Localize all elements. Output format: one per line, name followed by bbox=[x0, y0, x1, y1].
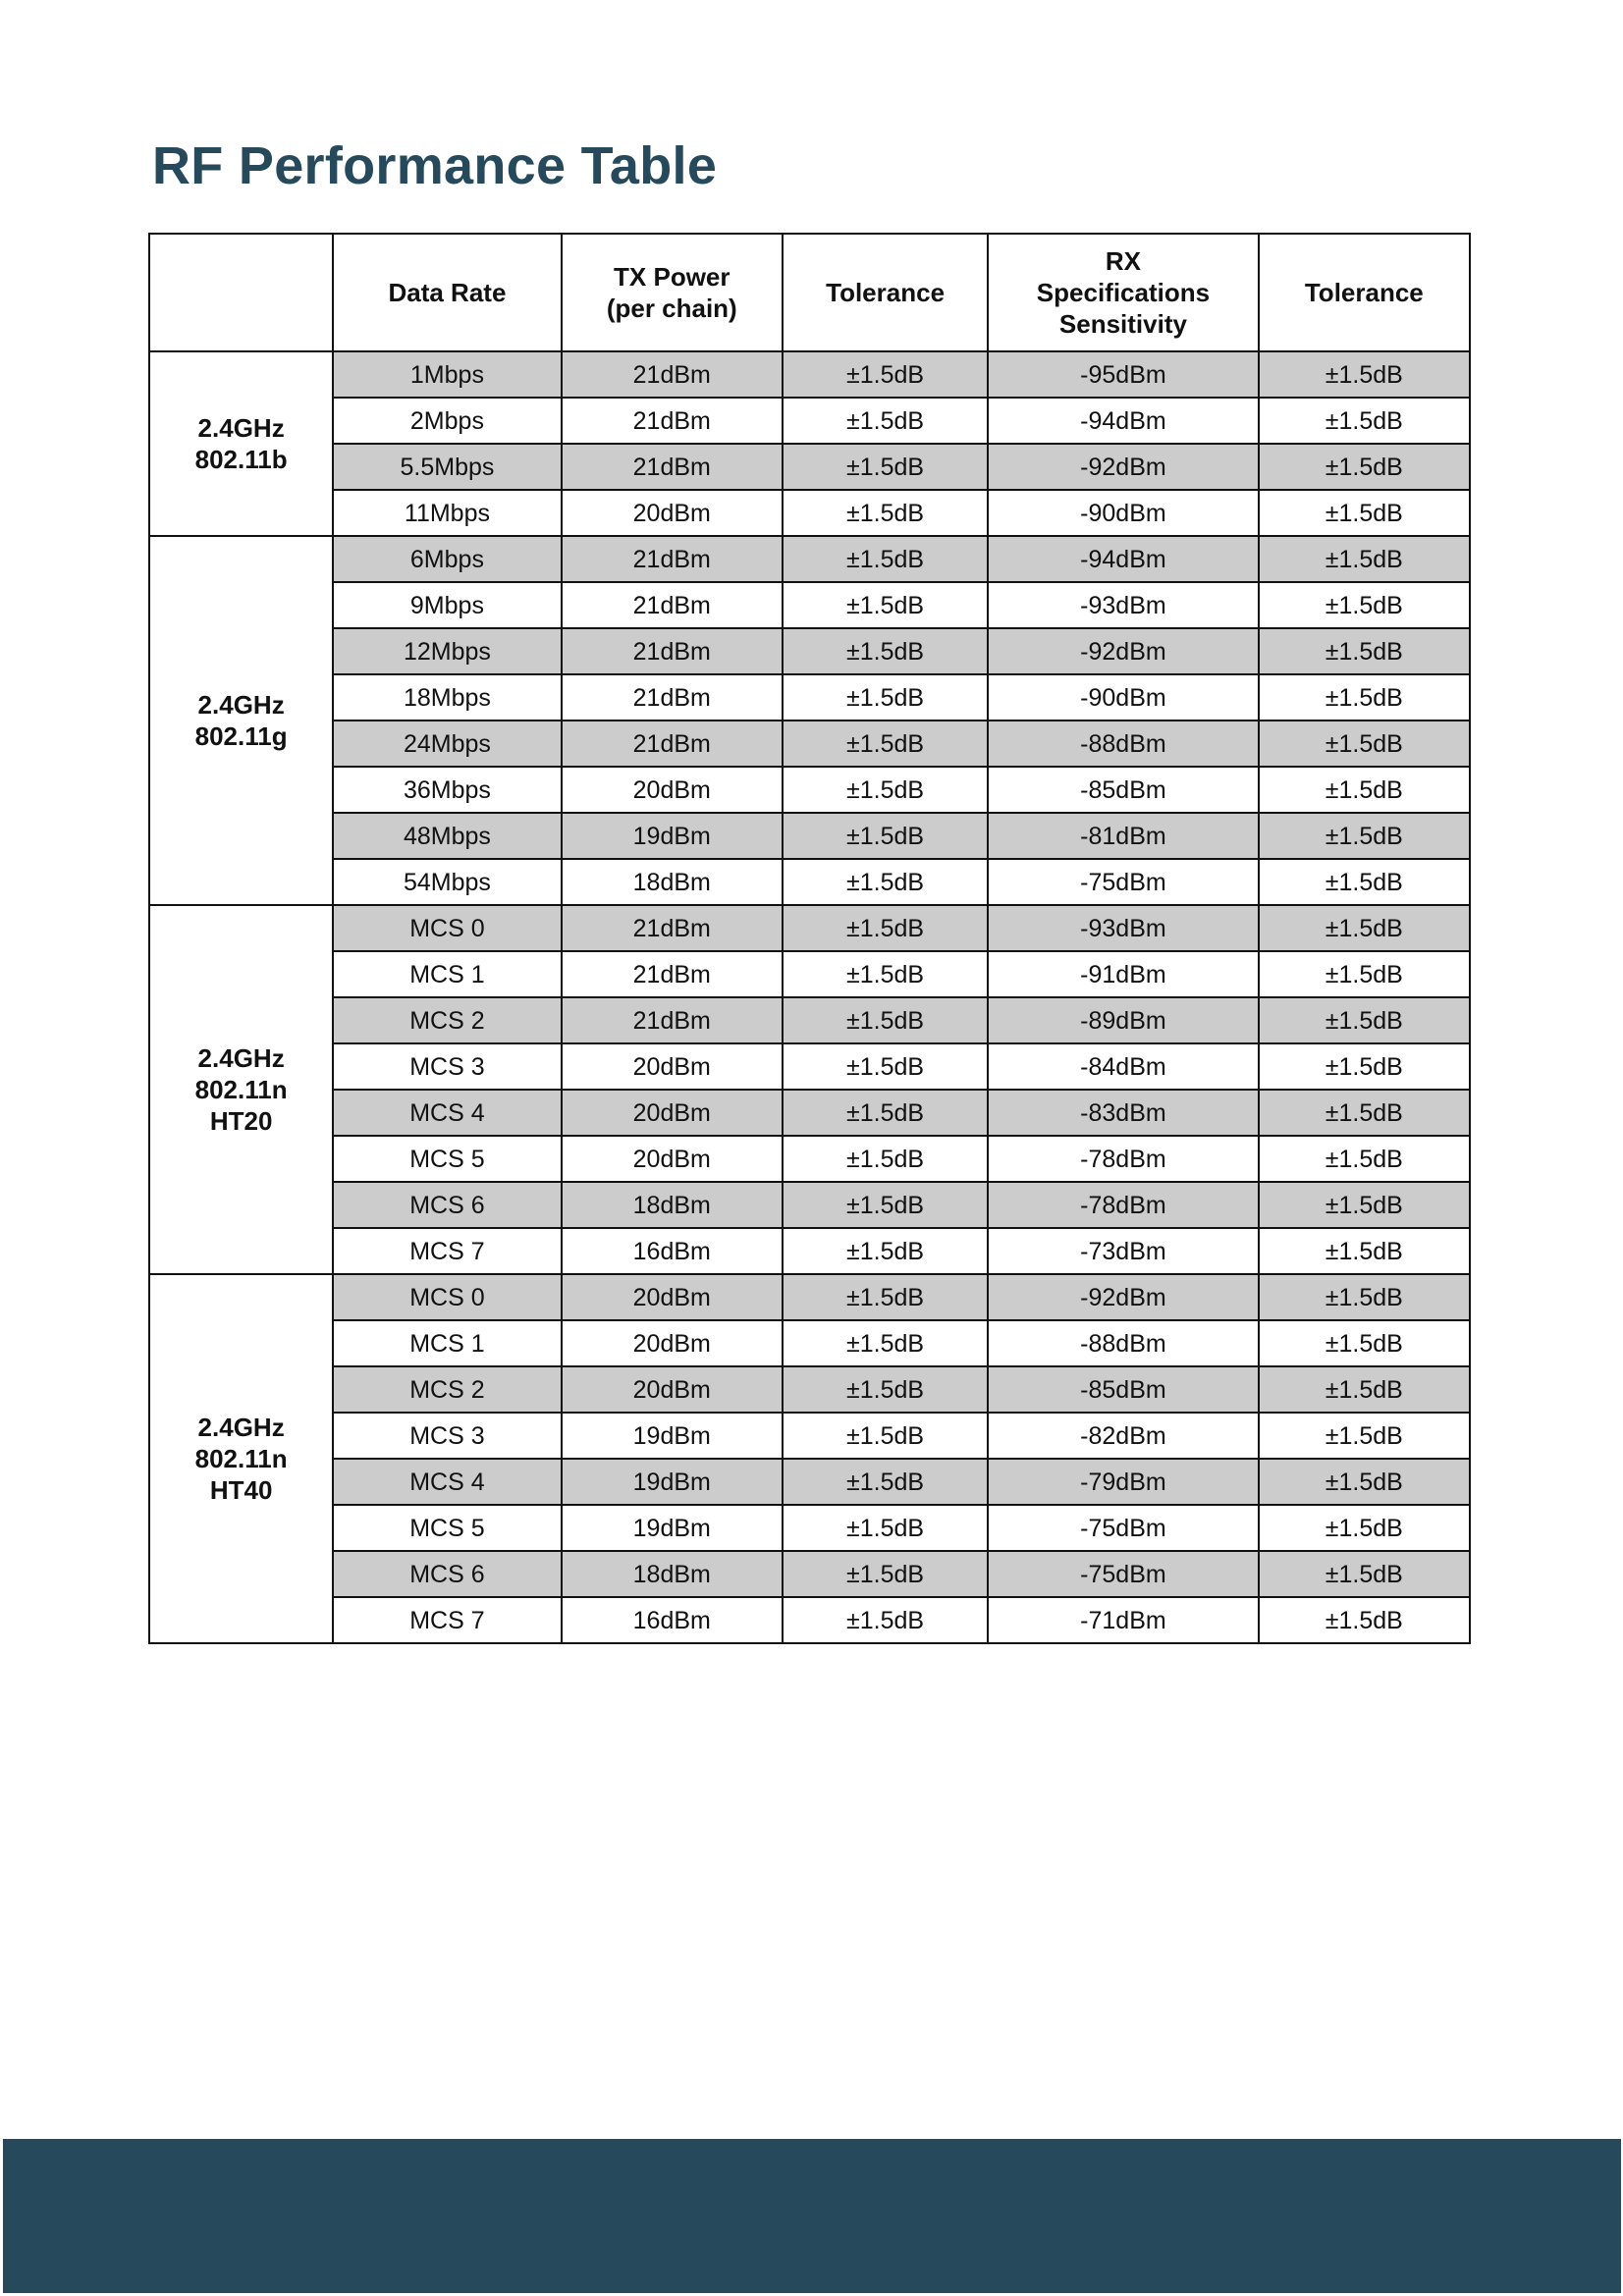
rx-sensitivity-cell: -79dBm bbox=[988, 1459, 1258, 1505]
rx-tolerance-cell: ±1.5dB bbox=[1259, 628, 1470, 674]
table-row bbox=[149, 444, 1470, 490]
rx-tolerance-cell: ±1.5dB bbox=[1259, 1459, 1470, 1505]
data-rate-cell: 24Mbps bbox=[333, 721, 561, 767]
data-rate-cell: MCS 4 bbox=[333, 1459, 561, 1505]
tx-power-cell: 16dBm bbox=[562, 1597, 783, 1643]
tx-tolerance-cell: ±1.5dB bbox=[783, 1551, 988, 1597]
rx-sensitivity-cell: -85dBm bbox=[988, 1366, 1258, 1413]
tx-power-cell: 19dBm bbox=[562, 1413, 783, 1459]
rx-tolerance-cell: ±1.5dB bbox=[1259, 1136, 1470, 1182]
table-row bbox=[149, 905, 1470, 951]
table-row bbox=[149, 1366, 1470, 1413]
tx-tolerance-cell: ±1.5dB bbox=[783, 1182, 988, 1228]
tx-power-cell: 21dBm bbox=[562, 536, 783, 582]
table-body bbox=[149, 351, 1470, 1643]
data-rate-cell: 36Mbps bbox=[333, 767, 561, 813]
data-rate-cell: MCS 5 bbox=[333, 1136, 561, 1182]
tx-tolerance-cell: ±1.5dB bbox=[783, 351, 988, 398]
tx-tolerance-cell: ±1.5dB bbox=[783, 951, 988, 997]
rx-sensitivity-cell: -75dBm bbox=[988, 1505, 1258, 1551]
page-title: RF Performance Table bbox=[152, 136, 718, 195]
data-rate-cell: 6Mbps bbox=[333, 536, 561, 582]
table-row bbox=[149, 1090, 1470, 1136]
tx-power-cell: 19dBm bbox=[562, 1505, 783, 1551]
rx-sensitivity-cell: -75dBm bbox=[988, 1551, 1258, 1597]
table-row bbox=[149, 1043, 1470, 1090]
rx-tolerance-cell: ±1.5dB bbox=[1259, 536, 1470, 582]
rx-sensitivity-cell: -90dBm bbox=[988, 490, 1258, 536]
data-rate-cell: MCS 2 bbox=[333, 1366, 561, 1413]
table-row bbox=[149, 1228, 1470, 1274]
tx-power-cell: 21dBm bbox=[562, 398, 783, 444]
header-tx-power: TX Power (per chain) bbox=[562, 234, 783, 351]
data-rate-cell: 5.5Mbps bbox=[333, 444, 561, 490]
header-data-rate: Data Rate bbox=[333, 234, 561, 351]
table-row bbox=[149, 1597, 1470, 1643]
rx-sensitivity-cell: -92dBm bbox=[988, 1274, 1258, 1320]
rx-tolerance-cell: ±1.5dB bbox=[1259, 1597, 1470, 1643]
data-rate-cell: MCS 7 bbox=[333, 1597, 561, 1643]
data-rate-cell: 11Mbps bbox=[333, 490, 561, 536]
data-rate-cell: 54Mbps bbox=[333, 859, 561, 905]
tx-tolerance-cell: ±1.5dB bbox=[783, 1597, 988, 1643]
rx-sensitivity-cell: -88dBm bbox=[988, 1320, 1258, 1366]
tx-power-cell: 18dBm bbox=[562, 1551, 783, 1597]
tx-power-cell: 21dBm bbox=[562, 674, 783, 721]
table-row bbox=[149, 490, 1470, 536]
rx-sensitivity-cell: -75dBm bbox=[988, 859, 1258, 905]
data-rate-cell: MCS 7 bbox=[333, 1228, 561, 1274]
group-label: 2.4GHz 802.11n HT40 bbox=[149, 1274, 333, 1643]
tx-tolerance-cell: ±1.5dB bbox=[783, 859, 988, 905]
tx-tolerance-cell: ±1.5dB bbox=[783, 767, 988, 813]
rx-sensitivity-cell: -93dBm bbox=[988, 905, 1258, 951]
data-rate-cell: MCS 0 bbox=[333, 1274, 561, 1320]
rx-sensitivity-cell: -89dBm bbox=[988, 997, 1258, 1043]
rx-tolerance-cell: ±1.5dB bbox=[1259, 674, 1470, 721]
data-rate-cell: MCS 4 bbox=[333, 1090, 561, 1136]
table-row bbox=[149, 398, 1470, 444]
rx-sensitivity-cell: -73dBm bbox=[988, 1228, 1258, 1274]
tx-power-cell: 18dBm bbox=[562, 1182, 783, 1228]
tx-tolerance-cell: ±1.5dB bbox=[783, 1413, 988, 1459]
data-rate-cell: MCS 1 bbox=[333, 951, 561, 997]
rx-tolerance-cell: ±1.5dB bbox=[1259, 1413, 1470, 1459]
header-rx-sensitivity: RX Specifications Sensitivity bbox=[988, 234, 1258, 351]
data-rate-cell: MCS 0 bbox=[333, 905, 561, 951]
table-row bbox=[149, 1551, 1470, 1597]
tx-tolerance-cell: ±1.5dB bbox=[783, 536, 988, 582]
table-row bbox=[149, 1320, 1470, 1366]
tx-tolerance-cell: ±1.5dB bbox=[783, 1320, 988, 1366]
header-tx-tolerance: Tolerance bbox=[783, 234, 988, 351]
table-row bbox=[149, 351, 1470, 398]
tx-tolerance-cell: ±1.5dB bbox=[783, 674, 988, 721]
data-rate-cell: MCS 3 bbox=[333, 1043, 561, 1090]
data-rate-cell: MCS 5 bbox=[333, 1505, 561, 1551]
tx-tolerance-cell: ±1.5dB bbox=[783, 1366, 988, 1413]
data-rate-cell: 48Mbps bbox=[333, 813, 561, 859]
table-row bbox=[149, 1413, 1470, 1459]
tx-power-cell: 21dBm bbox=[562, 628, 783, 674]
rx-sensitivity-cell: -81dBm bbox=[988, 813, 1258, 859]
rx-tolerance-cell: ±1.5dB bbox=[1259, 1551, 1470, 1597]
rx-tolerance-cell: ±1.5dB bbox=[1259, 582, 1470, 628]
tx-power-cell: 21dBm bbox=[562, 997, 783, 1043]
tx-power-cell: 20dBm bbox=[562, 1274, 783, 1320]
rx-tolerance-cell: ±1.5dB bbox=[1259, 905, 1470, 951]
data-rate-cell: 1Mbps bbox=[333, 351, 561, 398]
rx-sensitivity-cell: -94dBm bbox=[988, 536, 1258, 582]
tx-tolerance-cell: ±1.5dB bbox=[783, 1043, 988, 1090]
tx-power-cell: 20dBm bbox=[562, 1366, 783, 1413]
data-rate-cell: MCS 6 bbox=[333, 1551, 561, 1597]
tx-tolerance-cell: ±1.5dB bbox=[783, 490, 988, 536]
footer-band bbox=[3, 2139, 1621, 2293]
rx-tolerance-cell: ±1.5dB bbox=[1259, 351, 1470, 398]
rx-tolerance-cell: ±1.5dB bbox=[1259, 859, 1470, 905]
rx-sensitivity-cell: -78dBm bbox=[988, 1182, 1258, 1228]
tx-power-cell: 21dBm bbox=[562, 905, 783, 951]
rx-tolerance-cell: ±1.5dB bbox=[1259, 1320, 1470, 1366]
tx-power-cell: 20dBm bbox=[562, 1090, 783, 1136]
tx-tolerance-cell: ±1.5dB bbox=[783, 582, 988, 628]
rx-sensitivity-cell: -93dBm bbox=[988, 582, 1258, 628]
table-row bbox=[149, 997, 1470, 1043]
data-rate-cell: MCS 6 bbox=[333, 1182, 561, 1228]
rx-sensitivity-cell: -71dBm bbox=[988, 1597, 1258, 1643]
data-rate-cell: MCS 3 bbox=[333, 1413, 561, 1459]
table-row bbox=[149, 536, 1470, 582]
data-rate-cell: MCS 2 bbox=[333, 997, 561, 1043]
rx-tolerance-cell: ±1.5dB bbox=[1259, 1505, 1470, 1551]
header-cell-blank bbox=[149, 234, 333, 351]
rx-tolerance-cell: ±1.5dB bbox=[1259, 444, 1470, 490]
group-label: 2.4GHz 802.11b bbox=[149, 351, 333, 536]
table-row bbox=[149, 721, 1470, 767]
data-rate-cell: MCS 1 bbox=[333, 1320, 561, 1366]
data-rate-cell: 9Mbps bbox=[333, 582, 561, 628]
rx-tolerance-cell: ±1.5dB bbox=[1259, 813, 1470, 859]
tx-power-cell: 20dBm bbox=[562, 1043, 783, 1090]
table-row bbox=[149, 582, 1470, 628]
tx-power-cell: 19dBm bbox=[562, 1459, 783, 1505]
table-row bbox=[149, 1459, 1470, 1505]
tx-tolerance-cell: ±1.5dB bbox=[783, 1228, 988, 1274]
rx-tolerance-cell: ±1.5dB bbox=[1259, 1043, 1470, 1090]
tx-tolerance-cell: ±1.5dB bbox=[783, 444, 988, 490]
header-rx-tolerance: Tolerance bbox=[1259, 234, 1470, 351]
table-row bbox=[149, 1136, 1470, 1182]
rx-sensitivity-cell: -90dBm bbox=[988, 674, 1258, 721]
tx-tolerance-cell: ±1.5dB bbox=[783, 1274, 988, 1320]
rx-sensitivity-cell: -94dBm bbox=[988, 398, 1258, 444]
rx-tolerance-cell: ±1.5dB bbox=[1259, 1228, 1470, 1274]
rx-sensitivity-cell: -82dBm bbox=[988, 1413, 1258, 1459]
rx-tolerance-cell: ±1.5dB bbox=[1259, 1182, 1470, 1228]
header-row bbox=[149, 234, 1470, 351]
table-row bbox=[149, 1182, 1470, 1228]
rx-sensitivity-cell: -85dBm bbox=[988, 767, 1258, 813]
tx-power-cell: 19dBm bbox=[562, 813, 783, 859]
rx-tolerance-cell: ±1.5dB bbox=[1259, 767, 1470, 813]
rx-tolerance-cell: ±1.5dB bbox=[1259, 1366, 1470, 1413]
rx-sensitivity-cell: -84dBm bbox=[988, 1043, 1258, 1090]
rx-sensitivity-cell: -83dBm bbox=[988, 1090, 1258, 1136]
tx-power-cell: 21dBm bbox=[562, 721, 783, 767]
rx-tolerance-cell: ±1.5dB bbox=[1259, 490, 1470, 536]
rf-performance-table bbox=[148, 233, 1471, 1644]
tx-power-cell: 21dBm bbox=[562, 444, 783, 490]
data-rate-cell: 12Mbps bbox=[333, 628, 561, 674]
tx-power-cell: 21dBm bbox=[562, 582, 783, 628]
tx-tolerance-cell: ±1.5dB bbox=[783, 721, 988, 767]
rx-tolerance-cell: ±1.5dB bbox=[1259, 951, 1470, 997]
table-row bbox=[149, 951, 1470, 997]
tx-tolerance-cell: ±1.5dB bbox=[783, 1459, 988, 1505]
tx-power-cell: 18dBm bbox=[562, 859, 783, 905]
tx-tolerance-cell: ±1.5dB bbox=[783, 1090, 988, 1136]
rx-tolerance-cell: ±1.5dB bbox=[1259, 997, 1470, 1043]
rx-sensitivity-cell: -78dBm bbox=[988, 1136, 1258, 1182]
table-row bbox=[149, 628, 1470, 674]
table-row bbox=[149, 674, 1470, 721]
table-row bbox=[149, 1505, 1470, 1551]
tx-power-cell: 20dBm bbox=[562, 1136, 783, 1182]
tx-tolerance-cell: ±1.5dB bbox=[783, 813, 988, 859]
tx-tolerance-cell: ±1.5dB bbox=[783, 628, 988, 674]
tx-power-cell: 20dBm bbox=[562, 1320, 783, 1366]
rx-tolerance-cell: ±1.5dB bbox=[1259, 1274, 1470, 1320]
rx-sensitivity-cell: -92dBm bbox=[988, 444, 1258, 490]
rx-tolerance-cell: ±1.5dB bbox=[1259, 398, 1470, 444]
tx-power-cell: 20dBm bbox=[562, 767, 783, 813]
table-row bbox=[149, 767, 1470, 813]
table-row bbox=[149, 813, 1470, 859]
group-label: 2.4GHz 802.11g bbox=[149, 536, 333, 905]
tx-power-cell: 20dBm bbox=[562, 490, 783, 536]
rx-tolerance-cell: ±1.5dB bbox=[1259, 721, 1470, 767]
tx-tolerance-cell: ±1.5dB bbox=[783, 905, 988, 951]
rx-sensitivity-cell: -92dBm bbox=[988, 628, 1258, 674]
data-rate-cell: 18Mbps bbox=[333, 674, 561, 721]
rx-sensitivity-cell: -91dBm bbox=[988, 951, 1258, 997]
table-row bbox=[149, 1274, 1470, 1320]
tx-power-cell: 21dBm bbox=[562, 351, 783, 398]
tx-power-cell: 16dBm bbox=[562, 1228, 783, 1274]
rx-sensitivity-cell: -88dBm bbox=[988, 721, 1258, 767]
table-row bbox=[149, 859, 1470, 905]
data-rate-cell: 2Mbps bbox=[333, 398, 561, 444]
rx-tolerance-cell: ±1.5dB bbox=[1259, 1090, 1470, 1136]
tx-power-cell: 21dBm bbox=[562, 951, 783, 997]
group-label: 2.4GHz 802.11n HT20 bbox=[149, 905, 333, 1274]
tx-tolerance-cell: ±1.5dB bbox=[783, 1136, 988, 1182]
tx-tolerance-cell: ±1.5dB bbox=[783, 1505, 988, 1551]
rx-sensitivity-cell: -95dBm bbox=[988, 351, 1258, 398]
tx-tolerance-cell: ±1.5dB bbox=[783, 997, 988, 1043]
tx-tolerance-cell: ±1.5dB bbox=[783, 398, 988, 444]
